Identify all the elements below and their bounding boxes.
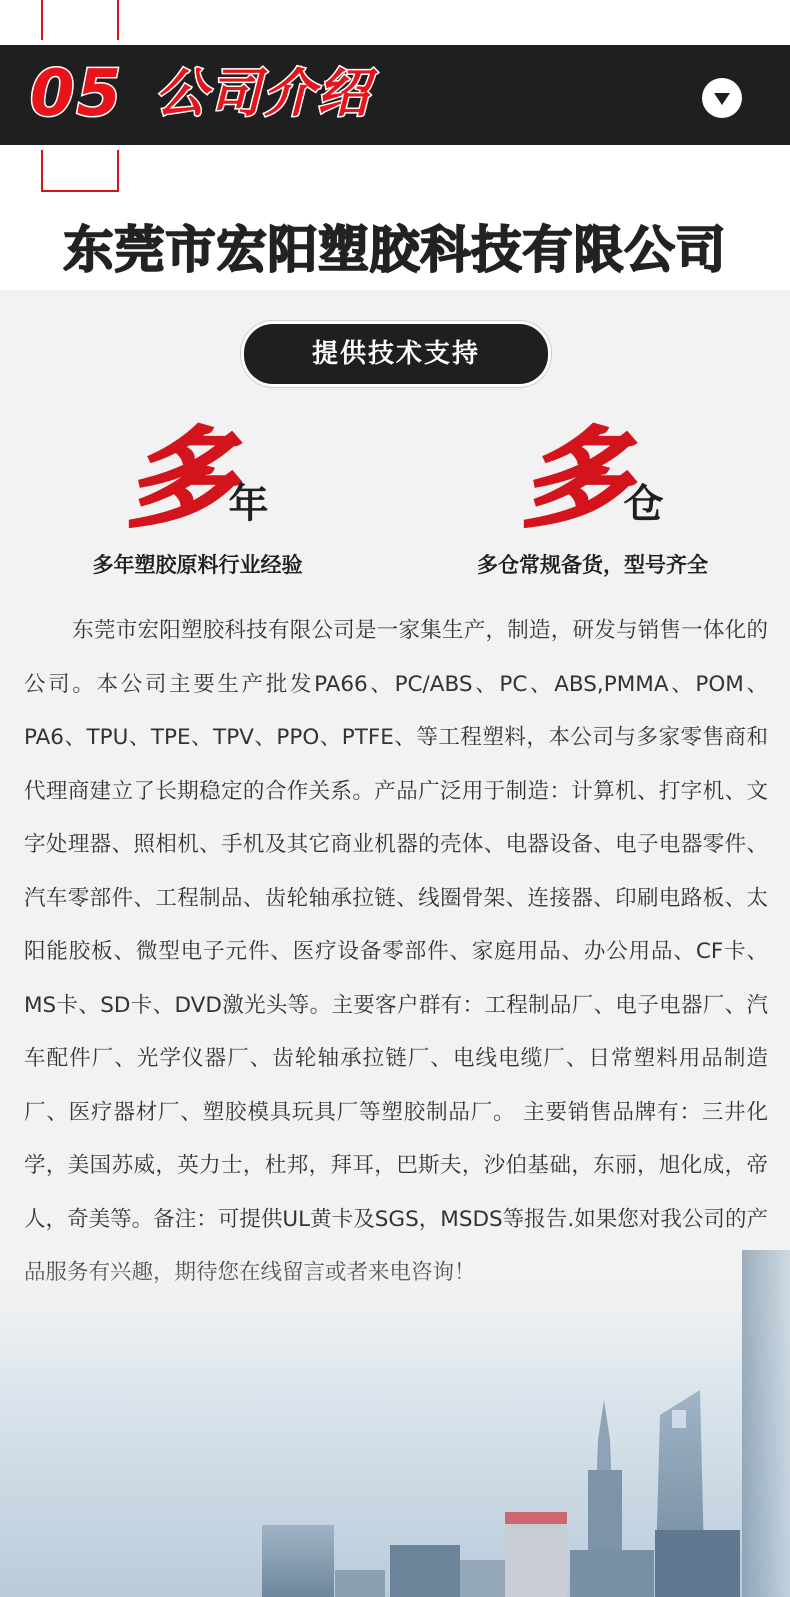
feature-years-small: 年	[228, 481, 269, 527]
section-number: 05	[30, 57, 124, 131]
company-name: 东莞市宏阳塑胶科技有限公司	[63, 221, 727, 279]
decor-red-frame-bottom	[41, 150, 119, 192]
decor-red-frame-top	[41, 0, 119, 40]
support-pill: 提供技术支持	[241, 321, 551, 387]
feature-warehouses	[395, 417, 790, 542]
section-banner	[0, 45, 790, 145]
feature-years-desc: 多年塑胶原料行业经验	[92, 553, 303, 577]
feature-years-big: 多	[126, 417, 235, 542]
city-skyline-image	[0, 1250, 790, 1597]
chevron-down-circle-icon[interactable]	[702, 78, 742, 118]
feature-years	[0, 417, 395, 542]
feature-warehouses-small: 仓	[623, 481, 664, 527]
feature-warehouses-big: 多	[521, 417, 630, 542]
section-title: 公司介绍	[155, 64, 372, 124]
company-intro-text: 东莞市宏阳塑胶科技有限公司是一家集生产，制造，研发与销售一体化的公司。本公司主要生产批发PA66、PC/ABS、PC、ABS,PMMA、POM、PA6、TPU、TPE、TPV、PPO、PTFE、等工程塑料，本公司与多家零售商和代理商建立了长期稳定的合作关系。产品广泛用于制造：计算机、打字机、文字处理器、照相机、手机及其它商业机器的壳体、电器设备、电子电器零件、汽车零部件、工程制品、齿轮轴承拉链、线圈骨架、连接器、印刷电路板、太阳能胶板、微型电子元件、医疗设备零部件、家庭用品、办公用品、CF卡、MS卡、SD卡、DVD激光头等。主要客户群有：工程制品厂、电子电器厂、汽车配件厂、光学仪器厂、齿轮轴承拉链厂、电线电缆厂、日常塑料用品制造厂、医疗器材厂、塑胶模具玩具厂等塑胶制品厂。 主要销售品牌有：三井化学，美国苏威，英力士，杜邦，拜耳，巴斯夫，沙伯基础，东丽，旭化成，帝人，奇美等。备注：可提供UL黄卡及SGS，MSDS等报告.如果您对我公司的产	[24, 618, 768, 1232]
company-intro	[24, 604, 768, 1300]
feature-warehouses-desc: 多仓常规备货，型号齐全	[477, 553, 708, 577]
